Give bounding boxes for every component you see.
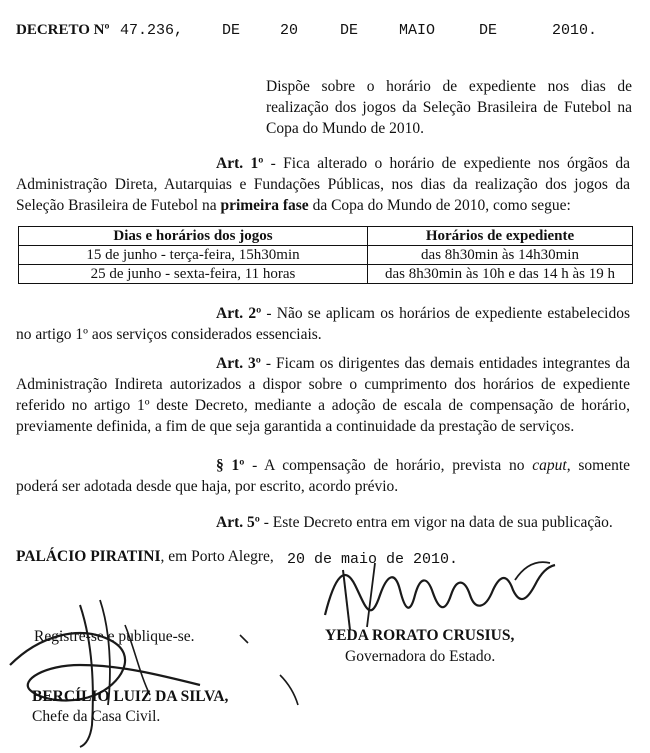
governor-name: YEDA RORATO CRUSIUS,	[325, 627, 515, 644]
article-1-label: Art. 1º	[216, 155, 264, 172]
chief-signature	[0, 595, 300, 750]
article-5-text: - Este Decreto entra em vigor na data de sua publicação.	[259, 514, 613, 531]
closing-date: 20 de maio de 2010.	[287, 551, 459, 568]
article-1-text-before: - Fica alterado o horário de expediente nos órgãos da Administração Direta, Autarquias e Fundações Públicas, nos dias da realização dos jogos da Seleção Brasileira de Futebol na	[16, 155, 630, 214]
table-header-cell: Dias e horários dos jogos	[19, 227, 368, 246]
table-cell: 15 de junho - terça-feira, 15h30min	[19, 246, 368, 265]
paragraph-1-label: § 1º	[216, 457, 245, 474]
chief-name: BERCÍLIO LUIZ DA SILVA,	[32, 688, 229, 705]
governor-title: Governadora do Estado.	[345, 648, 496, 665]
decree-header	[16, 22, 634, 44]
table-cell: das 8h30min às 14h30min	[368, 246, 633, 265]
table-cell: das 8h30min às 10h e das 14 h às 19 h	[368, 265, 633, 284]
table-header-row	[19, 227, 633, 246]
schedule-table	[18, 226, 633, 284]
closing-line	[16, 548, 274, 566]
table-row	[19, 246, 633, 265]
article-5	[16, 512, 630, 533]
decree-label: DECRETO Nº	[16, 22, 110, 38]
header-year: 2010.	[552, 22, 598, 39]
article-1	[16, 153, 630, 216]
header-day: 20	[280, 22, 299, 39]
decree-number: 47.236,	[120, 22, 184, 39]
article-1-text-after: da Copa do Mundo de 2010, como segue:	[308, 197, 571, 214]
article-5-label: Art. 5º	[216, 514, 260, 531]
paragraph-1-text-before: - A compensação de horário, prevista no	[244, 457, 533, 474]
article-2-text: - Não se aplicam os horários de expediente estabelecidos no artigo 1º aos serviços considerados essenciais.	[16, 305, 630, 343]
register-text: Registre-se e publique-se.	[34, 628, 195, 645]
chief-title: Chefe da Casa Civil.	[32, 708, 161, 725]
header-month: MAIO	[399, 22, 436, 39]
paragraph-1	[16, 455, 630, 497]
palace-name: PALÁCIO PIRATINI	[16, 548, 161, 565]
article-1-bold-text: primeira fase	[220, 197, 309, 214]
table-cell: 25 de junho - sexta-feira, 11 horas	[19, 265, 368, 284]
article-3	[16, 353, 630, 437]
closing-city: , em Porto Alegre,	[160, 548, 274, 565]
header-de-3: DE	[479, 22, 498, 39]
paragraph-1-italic: caput	[532, 457, 567, 474]
paragraph-1-text-after: , somente poderá ser adotada desde que haja, por escrito, acordo prévio.	[16, 457, 631, 495]
article-3-label: Art. 3º	[216, 355, 261, 372]
table-row	[19, 265, 633, 284]
header-de-2: DE	[340, 22, 359, 39]
governor-signature	[315, 555, 565, 635]
article-2	[16, 303, 630, 345]
article-2-label: Art. 2º	[216, 305, 262, 322]
table-header-cell: Horários de expediente	[368, 227, 633, 246]
article-3-text: - Ficam os dirigentes das demais entidades integrantes da Administração Indireta autorizados a dispor sobre o cumprimento dos horários de expediente referido no artigo 1º deste Decreto, mediante a adoção de escala de compensação de horário, previamente definida, a fim de que seja garantida a continuidade da prestação de serviços.	[16, 355, 630, 435]
header-de-1: DE	[222, 22, 241, 39]
ementa: Dispõe sobre o horário de expediente nos dias de realização dos jogos da Seleção Brasileira de Futebol na Copa do Mundo de 2010.	[266, 78, 632, 137]
